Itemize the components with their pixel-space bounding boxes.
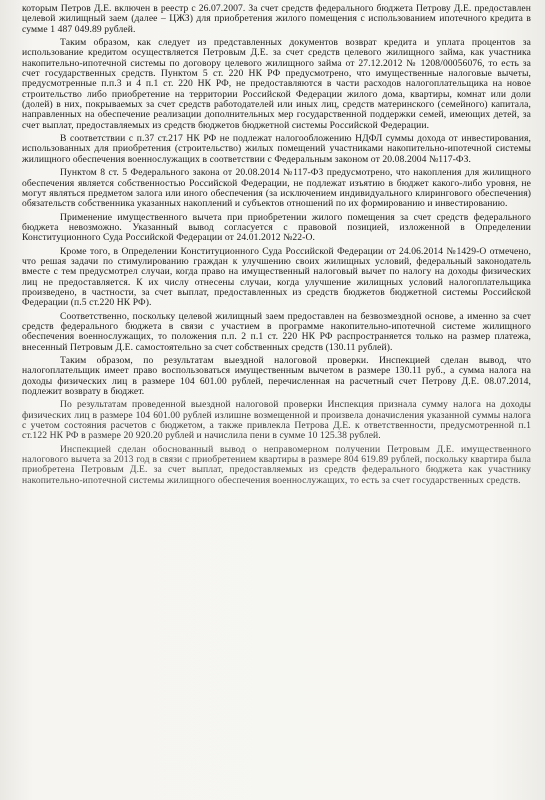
paragraph-1: которым Петров Д.Е. включен в реестр с 26.07.2007. За счет средств федерального бюджета Петрову Д.Е. предоставлен целевой жилищный заем (далее – ЦЖЗ) для приобретения жилого помещения с использованием ипотечного кредита в сумме 1 487 049.89 рублей. — [22, 3, 531, 35]
paragraph-3: В соответствии с п.37 ст.217 НК РФ не подлежат налогообложению НДФЛ суммы дохода от инвестирования, использованных для приобретения (строительство) жилых помещений участниками накопительно-ипотечной системы жилищного обеспечения военнослужащих в соответствии с Федеральным законом от 20.08.2004 №117-ФЗ. — [22, 133, 531, 165]
paragraph-10: Инспекцией сделан обоснованный вывод о неправомерном получении Петровым Д.Е. имущественного налогового вычета за 2013 год в связи с приобретением квартиры в размере 804 619.89 рублей, поскольку квартира была приобретена Петровым Д.Е. за счет выплат, предоставляемых из средств федерального бюджета как участнику накопительно-ипотечной системы жилищного обеспечения военнослужащих, то есть за счет государственных средств. — [22, 443, 531, 486]
paragraph-8: Таким образом, по результатам выездной налоговой проверки. Инспекцией сделан вывод, что налогоплательщик имеет право воспользоваться имущественным вычетом в размере 130.11 руб., а сумма налога на доходы физических лиц в размере 104 601.00 рублей, перечисленная на расчетный счет Петрову Д.Е. 08.07.2014, подлежит возврату в бюджет. — [22, 355, 531, 398]
paragraph-7: Соответственно, поскольку целевой жилищный заем предоставлен на безвозмездной основе, а именно за счет средств федерального бюджета в связи с участием в программе накопительно-ипотечной системе жилищного обеспечения военнослужащих, то положения п.п. 2 п.1 ст. 220 НК РФ распространяется только на размер платежа, внесенный Петровым Д.Е. самостоятельно за счет собственных средств (130.11 рублей). — [22, 310, 531, 353]
paragraph-9: По результатам проведенной выездной налоговой проверки Инспекция признала сумму налога на доходы физических лиц в размере 104 601.00 рублей излишне возмещенной и произвела доначисления указанной суммы налога с учетом состояния расчетов с бюджетом, а также привлекла Петрова Д.Е. к ответственности, предусмотренной п.1 ст.122 НК РФ в размере 20 920.20 рублей и начислила пени в сумме 10 125.38 рублей. — [22, 399, 531, 442]
paragraph-4: Пунктом 8 ст. 5 Федерального закона от 20.08.2014 №117-ФЗ предусмотрено, что накопления для жилищного обеспечения является собственностью Российской Федерации, не подлежат изъятию в бюджет какого-либо уровня, не могут являться предметом залога или иного обеспечения (за исключением индивидуального клирингового обеспечения) обязательств собственника указанных накоплений и субъектов отношений по их формированию и инвестированию. — [22, 167, 531, 210]
paragraph-6: Кроме того, в Определении Конституционного Суда Российской Федерации от 24.06.2014 №1429-О отмечено, что решая задачи по стимулированию граждан к улучшению своих жилищных условий, федеральный законодатель вместе с тем предусмотрел случаи, когда право на имущественный налоговый вычет по налогу на доходы физических лиц не предоставляется. К их числу отнесены случаи, когда улучшение жилищных условий налогоплательщика произведено, в частности, за счет выплат, предоставленных из средств бюджетов бюджетной системы Российской Федерации (п.5 ст.220 НК РФ). — [22, 245, 531, 309]
paragraph-2: Таким образом, как следует из представленных документов возврат кредита и уплата процентов за использование кредитом осуществляется Петровым Д.Е. за счет средств целевого жилищного займа, как участника накопительно-ипотечной системы по договору целевого жилищного займа от 27.12.2012 № 1208/00056076, то есть за счет государственных средств. Пунктом 5 ст. 220 НК РФ предусмотрено, что имущественные налоговые вычеты, предусмотренные п.п.3 и 4 п.1 ст. 220 НК РФ, не предоставляются в части расходов налогоплательщика на новое строительство либо приобретение на территории Российской Федерации жилого дома, квартиры, комнат или доли (долей) в них, покрываемых за счет средств работодателей или иных лиц, средств материнского (семейного) капитала, направленных на обеспечение реализации дополнительных мер государственной поддержки семей, имеющих детей, за счет выплат, предоставляемых из средств бюджетов бюджетной системы Российской Федерации. — [22, 37, 531, 131]
paragraph-5: Применение имущественного вычета при приобретении жилого помещения за счет средств федерального бюджета невозможно. Указанный вывод согласуется с правовой позицией, изложенной в Определении Конституционного Суда Российской Федерации от 24.01.2012 №22-О. — [22, 211, 531, 244]
